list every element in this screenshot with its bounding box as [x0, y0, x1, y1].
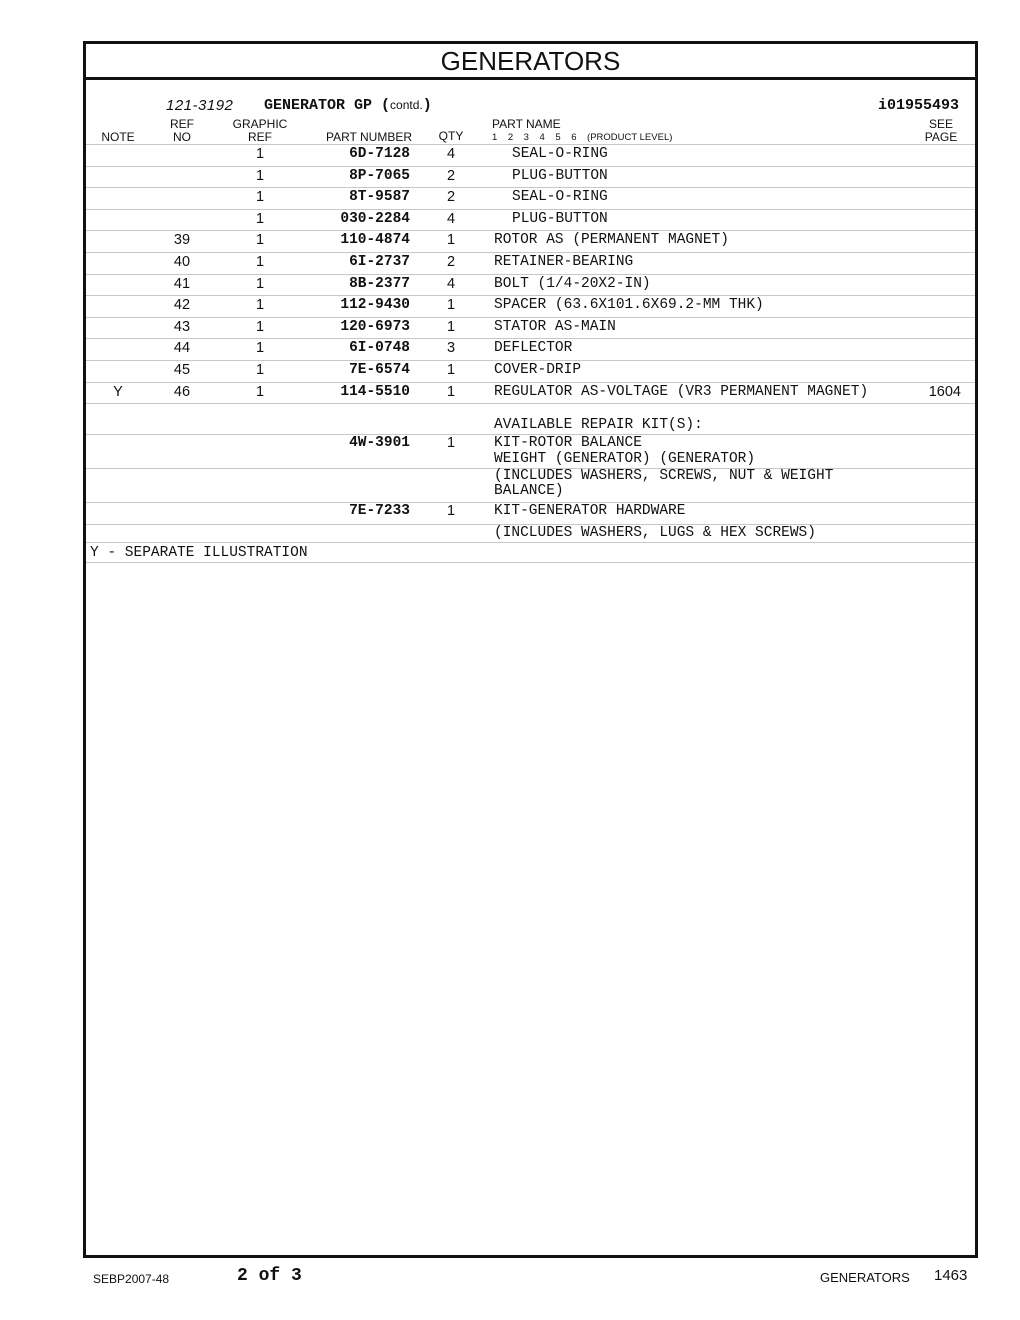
header-see-top: SEE [928, 117, 953, 131]
footer-section: GENERATORS [820, 1270, 910, 1285]
graphic-ref: 1 [255, 254, 265, 270]
graphic-ref: 1 [255, 232, 265, 249]
part-name: BOLT (1/4-20X2-IN) [494, 275, 651, 292]
part-name: DEFLECTOR [494, 340, 573, 357]
repair-kit-note-row [86, 469, 975, 503]
see-page: 1604 [928, 383, 961, 400]
part-name: SEAL-O-RING [512, 189, 608, 206]
graphic-ref: 1 [255, 297, 265, 314]
quantity: 2 [446, 254, 456, 270]
part-name: ROTOR AS (PERMANENT MAGNET) [494, 232, 729, 249]
header-qty: QTY [438, 129, 464, 143]
part-number: 7E-7233 [349, 503, 410, 519]
table-row [86, 167, 975, 189]
quantity: 1 [446, 318, 456, 335]
ref-number: 44 [173, 340, 191, 357]
graphic-ref: 1 [255, 167, 265, 184]
part-number: 114-5510 [340, 383, 410, 400]
quantity: 1 [446, 362, 456, 378]
header-see-bottom: PAGE [924, 130, 958, 144]
header-ref-bottom: NO [173, 130, 191, 144]
graphic-ref: 1 [255, 189, 265, 206]
part-name: PLUG-BUTTON [512, 167, 608, 184]
repair-kit-note-row [86, 525, 975, 543]
part-name: REGULATOR AS-VOLTAGE (VR3 PERMANENT MAGNET) [494, 383, 869, 400]
ref-number: 45 [173, 362, 191, 378]
legend-row [86, 543, 975, 563]
quantity: 4 [446, 146, 456, 162]
part-name-line: WEIGHT (GENERATOR) (GENERATOR) [494, 451, 756, 467]
table-row [86, 296, 975, 318]
header-part-name [492, 118, 672, 144]
part-name: COVER-DRIP [494, 362, 582, 378]
table-row [86, 339, 975, 361]
graphic-ref: 1 [255, 275, 265, 292]
page-title: GENERATORS [86, 44, 975, 80]
note-flag: Y [113, 383, 123, 400]
separate-illustration-legend: Y - SEPARATE ILLUSTRATION [90, 545, 308, 561]
part-number: 4W-3901 [349, 435, 410, 451]
quantity: 2 [446, 189, 456, 206]
quantity: 4 [446, 210, 456, 227]
group-code: 121-3192 [166, 97, 234, 114]
part-name: RETAINER-BEARING [494, 254, 634, 270]
table-row [86, 275, 975, 297]
group-id: i01955493 [877, 97, 959, 114]
quantity: 1 [446, 232, 456, 249]
quantity: 1 [446, 435, 456, 451]
graphic-ref: 1 [255, 146, 265, 162]
part-number: 6I-0748 [349, 340, 410, 357]
graphic-ref: 1 [255, 210, 265, 227]
ref-number: 41 [173, 275, 191, 292]
part-number: 7E-6574 [349, 362, 410, 378]
repair-kit-row [86, 435, 975, 469]
graphic-ref: 1 [255, 340, 265, 357]
quantity: 2 [446, 167, 456, 184]
table-row [86, 361, 975, 383]
table-row [86, 231, 975, 253]
part-number: 8T-9587 [349, 189, 410, 206]
part-number: 112-9430 [340, 297, 410, 314]
table-row [86, 188, 975, 210]
catalog-page-frame [83, 41, 978, 1258]
footer-page-of: 2 of 3 [237, 1266, 302, 1286]
repair-kit-heading-row [86, 413, 975, 435]
graphic-ref: 1 [255, 362, 265, 378]
part-name [494, 435, 755, 467]
part-name: SPACER (63.6X101.6X69.2-MM THK) [494, 297, 764, 314]
part-name: KIT-GENERATOR HARDWARE [494, 503, 686, 519]
ref-number: 40 [173, 254, 191, 270]
quantity: 1 [446, 297, 456, 314]
header-ref-top: REF [170, 117, 194, 131]
graphic-ref: 1 [255, 383, 265, 400]
part-name: SEAL-O-RING [512, 146, 608, 162]
kit-note-line: BALANCE) [494, 483, 564, 499]
quantity: 4 [446, 275, 456, 292]
group-name-close: ) [422, 97, 432, 114]
part-number: 6D-7128 [349, 146, 410, 162]
header-product-level: 1 2 3 4 5 6 (PRODUCT LEVEL) [492, 132, 673, 143]
part-number: 110-4874 [340, 232, 410, 249]
header-ref-no [162, 118, 202, 144]
header-note: NOTE [101, 130, 135, 144]
header-graphic-ref [226, 118, 294, 144]
footer-doc-id: SEBP2007-48 [93, 1272, 170, 1286]
part-name: PLUG-BUTTON [512, 210, 608, 227]
part-number: 8B-2377 [349, 275, 410, 292]
table-row [86, 145, 975, 167]
header-see-page [921, 118, 961, 144]
table-row [86, 318, 975, 340]
part-number: 030-2284 [340, 210, 410, 227]
part-name-line: KIT-ROTOR BALANCE [494, 435, 642, 451]
kit-note [494, 469, 833, 499]
ref-number: 42 [173, 297, 191, 314]
header-part-number: PART NUMBER [325, 130, 412, 144]
part-number: 6I-2737 [349, 254, 410, 270]
part-name: STATOR AS-MAIN [494, 318, 616, 335]
group-name-text: GENERATOR GP ( [264, 97, 391, 114]
kit-note: (INCLUDES WASHERS, LUGS & HEX SCREWS) [494, 525, 816, 541]
part-number: 120-6973 [340, 318, 410, 335]
table-row [86, 253, 975, 275]
kit-note-line: (INCLUDES WASHERS, SCREWS, NUT & WEIGHT [494, 468, 834, 484]
footer-page-number: 1463 [934, 1267, 968, 1284]
table-row [86, 210, 975, 232]
header-part-name-top: PART NAME [492, 117, 561, 131]
ref-number: 43 [173, 318, 191, 335]
header-graphic-bottom: REF [248, 130, 272, 144]
ref-number: 46 [173, 383, 191, 400]
graphic-ref: 1 [255, 318, 265, 335]
quantity: 1 [446, 503, 456, 519]
part-number: 8P-7065 [349, 167, 410, 184]
header-graphic-top: GRAPHIC [232, 117, 288, 131]
ref-number: 39 [173, 232, 191, 249]
group-contd: contd. [390, 98, 423, 112]
table-row [86, 383, 975, 405]
repair-kit-row [86, 503, 975, 525]
repair-kit-heading: AVAILABLE REPAIR KIT(S): [494, 417, 703, 433]
group-name [264, 97, 432, 114]
quantity: 3 [446, 340, 456, 357]
quantity: 1 [446, 383, 456, 400]
